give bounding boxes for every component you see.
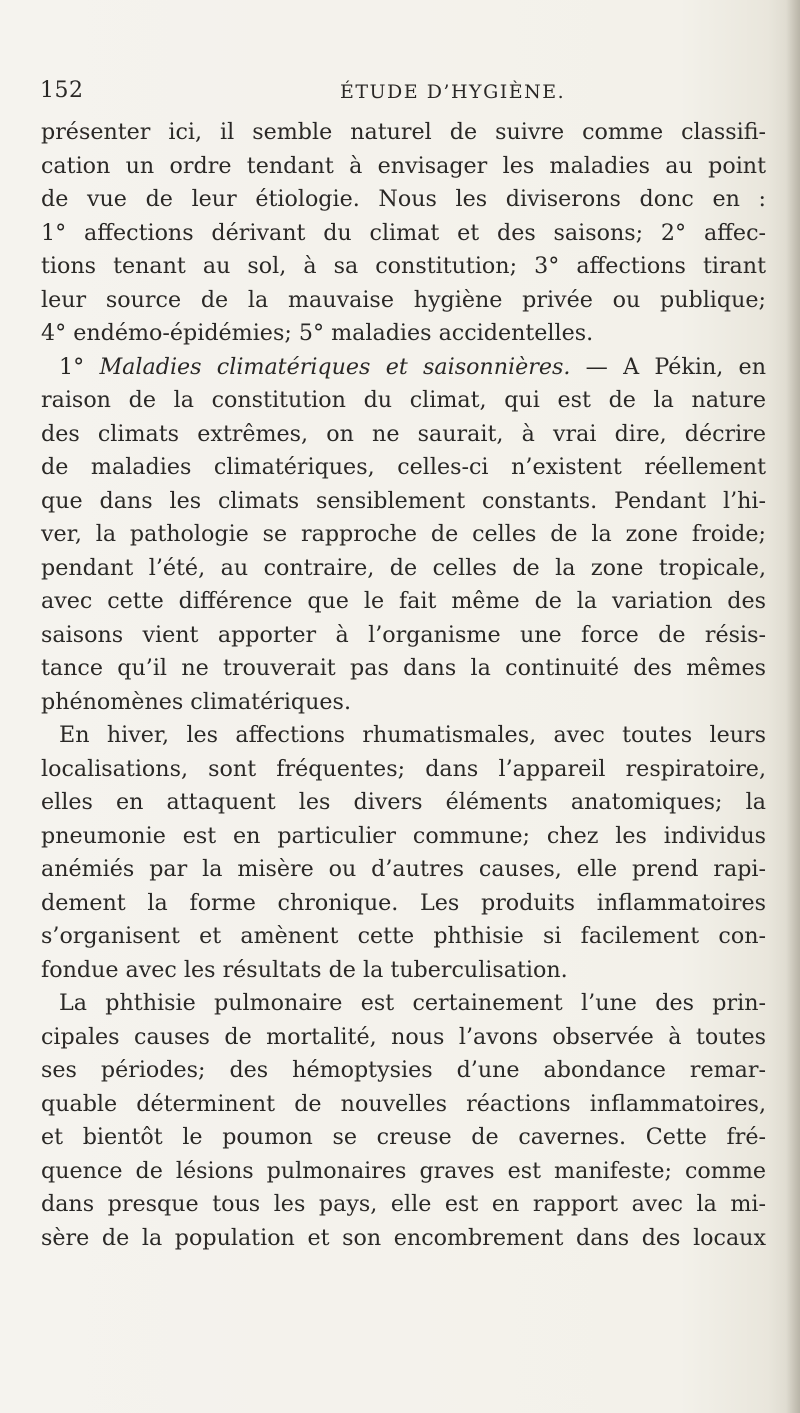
section-lead: — A Pékin, en [585,353,766,380]
text-line: ses périodes; des hémoptysies d’une abondance remar- [41,1057,766,1083]
text-line: de maladies climatériques, celles-ci n’existent réellement [41,454,766,480]
text-line: anémiés par la misère ou d’autres causes, elle prend rapi- [41,856,766,882]
text-line: raison de la constitution du climat, qui est de la nature [41,387,766,413]
text-line: cipales causes de mortalité, nous l’avons observée à toutes [41,1023,766,1050]
text-line: de vue de leur étiologie. Nous les diviserons donc en : [41,186,766,212]
text-line: pneumonie est en particulier commune; chez les individus [41,822,766,849]
text-line: présenter ici, il semble naturel de suivre comme classifi- [41,119,766,145]
body-text [41,116,766,1255]
text-line: tance qu’il ne trouverait pas dans la continuité des mêmes [41,655,766,681]
text-line: quence de lésions pulmonaires graves est manifeste; comme [41,1157,766,1184]
text-line: pendant l’été, au contraire, de celles de la zone tropicale, [41,554,766,581]
text-line: localisations, sont fréquentes; dans l’appareil respiratoire, [41,755,766,782]
text-line: s’organisent et amènent cette phthisie si facilement con- [41,923,766,949]
text-line: ver, la pathologie se rapproche de celles de la zone froide; [41,521,766,547]
text-line: La phthisie pulmonaire est certainement l’une des prin- [59,990,766,1016]
page-header [40,78,780,118]
text-line: sère de la population et son encombrement dans des locaux [41,1224,766,1251]
text-line: tions tenant au sol, à sa constitution; 3° affections tirant [41,253,766,279]
text-line: leur source de la mauvaise hygiène privée ou publique; [41,286,766,313]
text-line: 4° endémo-épidémies; 5° maladies accidentelles. [41,320,594,346]
text-line: En hiver, les affections rhumatismales, avec toutes leurs [59,722,766,748]
text-line: des climats extrêmes, on ne saurait, à vrai dire, décrire [41,420,766,447]
text-line: cation un ordre tendant à envisager les maladies au point [41,152,766,179]
section-title: Maladies climatériques et saisonnières. [99,353,571,380]
text-line: elles en attaquent les divers éléments anatomiques; la [41,789,766,815]
page-edge-shadow [786,0,800,1413]
text-line: dement la forme chronique. Les produits inflammatoires [41,889,766,916]
page-number: 152 [40,78,84,103]
text-line: saisons vient apporter à l’organisme une force de résis- [41,621,766,648]
text-line: dans presque tous les pays, elle est en rapport avec la mi- [41,1191,766,1217]
section-heading-line [41,351,766,385]
text-line: phénomènes climatériques. [41,688,351,715]
text-line: fondue avec les résultats de la tuberculisation. [41,956,568,983]
section-number: 1° [59,353,85,380]
running-head: ÉTUDE D’HYGIÈNE. [340,81,566,103]
text-line: 1° affections dérivant du climat et des saisons; 2° affec- [41,219,766,246]
text-line: et bientôt le poumon se creuse de cavernes. Cette fré- [41,1124,766,1150]
text-line: quable déterminent de nouvelles réactions inflammatoires, [41,1090,766,1117]
text-line: avec cette différence que le fait même de la variation des [41,588,766,614]
text-line: que dans les climats sensiblement constants. Pendant l’hi- [41,487,766,514]
